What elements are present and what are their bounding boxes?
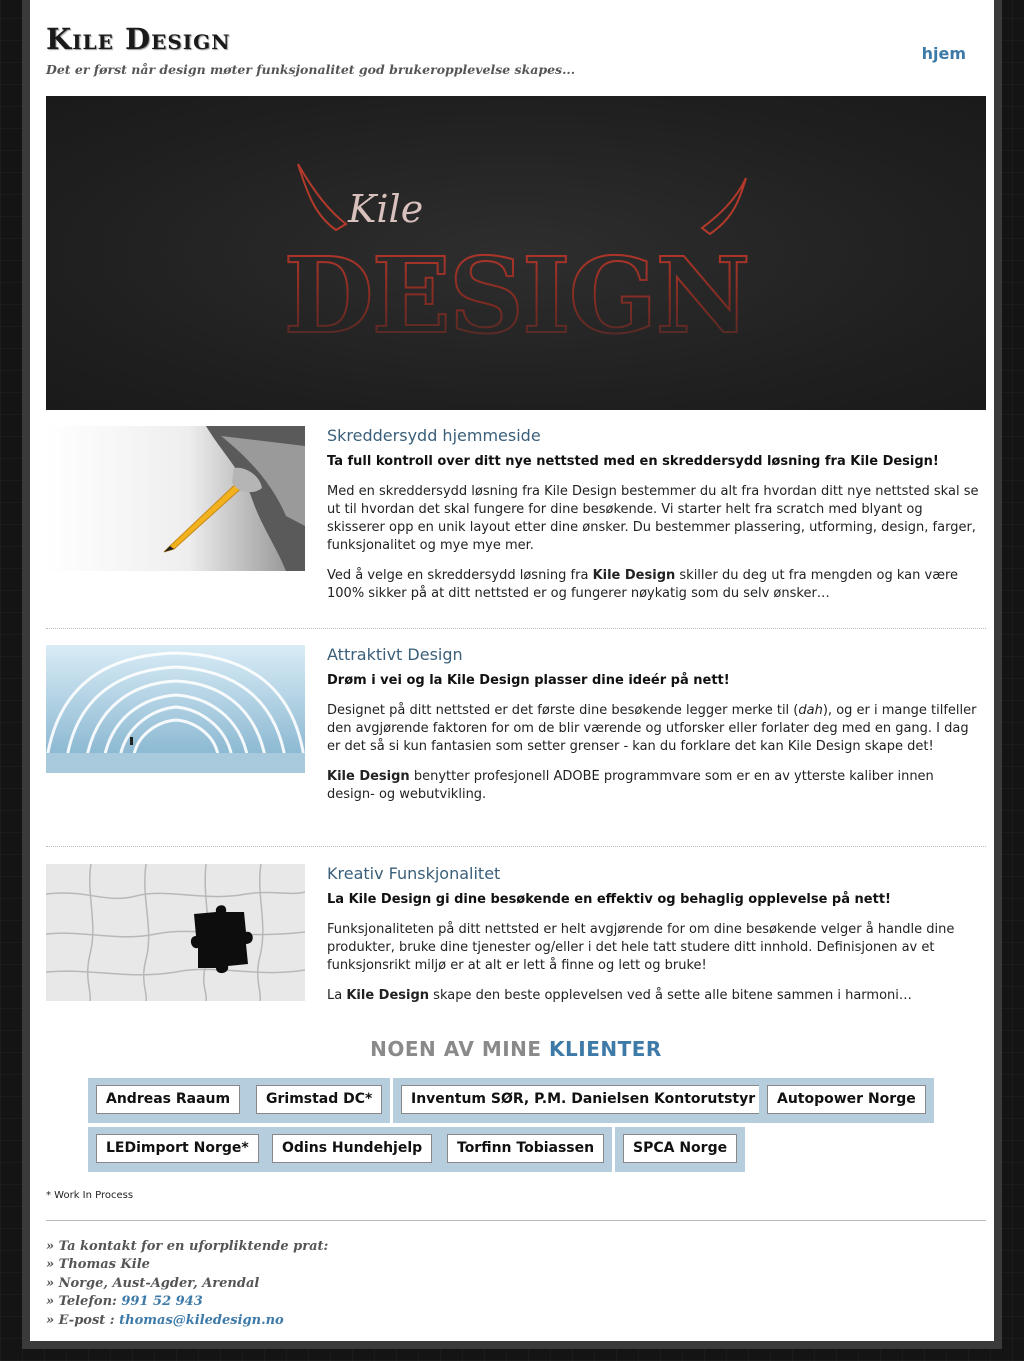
feature-paragraph-part: La — [327, 988, 347, 1003]
banner-word-top: Kile — [348, 187, 424, 231]
contact-name: » Thomas Kile — [46, 1257, 150, 1273]
feature-paragraph — [327, 987, 982, 1005]
client-badge[interactable] — [759, 1078, 934, 1123]
client-badge[interactable] — [264, 1127, 440, 1172]
feature-subtitle: Drøm i vei og la Kile Design plasser dine ideér på nett! — [327, 673, 730, 688]
puzzle-piece-photo-icon — [46, 864, 305, 1001]
pencil-hand-photo-icon — [46, 426, 305, 571]
feature-paragraph-part: ), og er i mange tilfeller den avgjørende faktoren for om de blir værende og utforsker eller forlater deg med en gang. I dag er det så si kun fantasien som setter grenser - kan du forklare det kan Kile Design skape det! — [327, 703, 977, 754]
site-tagline: Det er først når design møter funksjonalitet god brukeropplevelse skapes... — [46, 62, 576, 77]
site-logo[interactable]: Kile Design — [46, 22, 231, 56]
feature-paragraph-part: skape den beste opplevelsen ved å sette alle bitene sammen i harmoni… — [429, 988, 912, 1003]
feature-title: Kreativ Funskjonalitet — [327, 864, 501, 883]
client-name: Inventum SØR, P.M. Danielsen Kontorutstyr — [401, 1085, 765, 1114]
feature-paragraph-part: skiller du deg ut fra mengden og kan være 100% sikker på at ditt nettsted er og fungerer nøykatig som du selv ønsker… — [327, 568, 959, 601]
client-name: Andreas Raaum — [96, 1085, 240, 1114]
contact-phone-line — [46, 1293, 328, 1311]
contact-info — [46, 1238, 328, 1330]
feature-paragraph-part: benytter profesjonell ADOBE programmvare som er en av ytterste kaliber innen design- og webutvikling. — [327, 769, 934, 802]
banner-left-flourish — [298, 164, 346, 230]
feature-title: Skreddersydd hjemmeside — [327, 426, 541, 445]
clients-heading-text: NOEN AV MINE — [370, 1037, 550, 1061]
footer-divider — [46, 1220, 986, 1221]
client-badge[interactable] — [439, 1127, 612, 1172]
client-name: LEDimport Norge* — [96, 1134, 259, 1163]
client-badge[interactable] — [393, 1078, 773, 1123]
client-name: Autopower Norge — [767, 1085, 926, 1114]
client-badge[interactable] — [615, 1127, 745, 1172]
feature-title: Attraktivt Design — [327, 645, 463, 664]
section-divider — [46, 846, 986, 847]
contact-email-link[interactable]: thomas@kiledesign.no — [119, 1312, 284, 1328]
banner-word-main: DESIGN — [283, 234, 749, 357]
section-divider — [46, 628, 986, 629]
client-name: SPCA Norge — [623, 1134, 737, 1163]
feature-text — [327, 426, 982, 615]
client-name: Grimstad DC* — [256, 1085, 382, 1114]
feature-paragraph: Med en skreddersydd løsning fra Kile Design bestemmer du alt fra hvordan ditt nye nettsted skal se ut til hvordan det skal fungere for dine besøkende. Vi starter helt fra scratch med blyant og skisserer opp en unik layout etter dine ønsker. Du bestemmer plassering, utforming, design, farger, funksjonalitet og mye mye mer. — [327, 484, 979, 553]
contact-phone-link[interactable]: 991 52 943 — [121, 1294, 203, 1310]
feature-paragraph — [327, 702, 982, 756]
arched-corridor-photo-icon — [46, 645, 305, 773]
page-container — [22, 0, 1002, 1349]
feature-text — [327, 645, 982, 816]
client-name: Torfinn Tobiassen — [447, 1134, 604, 1163]
banner-right-flourish — [702, 178, 746, 234]
feature-paragraph-part: Designet på ditt nettsted er det første dine besøkende legger merke til ( — [327, 703, 799, 718]
banner-logo-art — [46, 96, 986, 410]
client-badge[interactable] — [88, 1127, 267, 1172]
work-in-process-note: * Work In Process — [46, 1190, 134, 1201]
feature-paragraph-part: Ved å velge en skreddersydd løsning fra — [327, 568, 593, 583]
contact-email-line — [46, 1312, 328, 1330]
contact-phone-label: » Telefon: — [46, 1294, 122, 1310]
client-badge[interactable] — [248, 1078, 390, 1123]
client-badge[interactable] — [88, 1078, 248, 1123]
feature-text — [327, 864, 982, 1017]
hero-banner — [46, 96, 986, 410]
feature-paragraph-bold: Kile Design — [346, 988, 430, 1003]
feature-paragraph — [327, 768, 982, 804]
feature-paragraph-italic: dah — [798, 703, 823, 718]
feature-subtitle: Ta full kontroll over ditt nye nettsted med en skreddersydd løsning fra Kile Design! — [327, 454, 939, 469]
feature-paragraph-bold: Kile Design — [592, 568, 676, 583]
feature-subtitle: La Kile Design gi dine besøkende en effektiv og behaglig opplevelse på nett! — [327, 892, 891, 907]
feature-paragraph — [327, 567, 982, 603]
contact-email-label: » E-post : — [46, 1312, 120, 1328]
feature-paragraph-bold: Kile Design — [327, 769, 410, 784]
clients-heading-accent: KLIENTER — [549, 1037, 662, 1061]
nav-home-link[interactable]: hjem — [921, 44, 966, 63]
clients-heading — [46, 1037, 986, 1061]
client-name: Odins Hundehjelp — [272, 1134, 432, 1163]
contact-location: » Norge, Aust-Agder, Arendal — [46, 1275, 260, 1291]
feature-paragraph: Funksjonaliteten på ditt nettsted er helt avgjørende for om dine besøkende velger å handle dine produkter, bruke dine tjenester og/eller i det hele tatt studere ditt innhold. Definisjonen av et funksjonsrikt miljø er at alt er lett å finne og lett og bruke! — [327, 922, 955, 973]
contact-line: » Ta kontakt for en uforpliktende prat: — [46, 1239, 329, 1254]
